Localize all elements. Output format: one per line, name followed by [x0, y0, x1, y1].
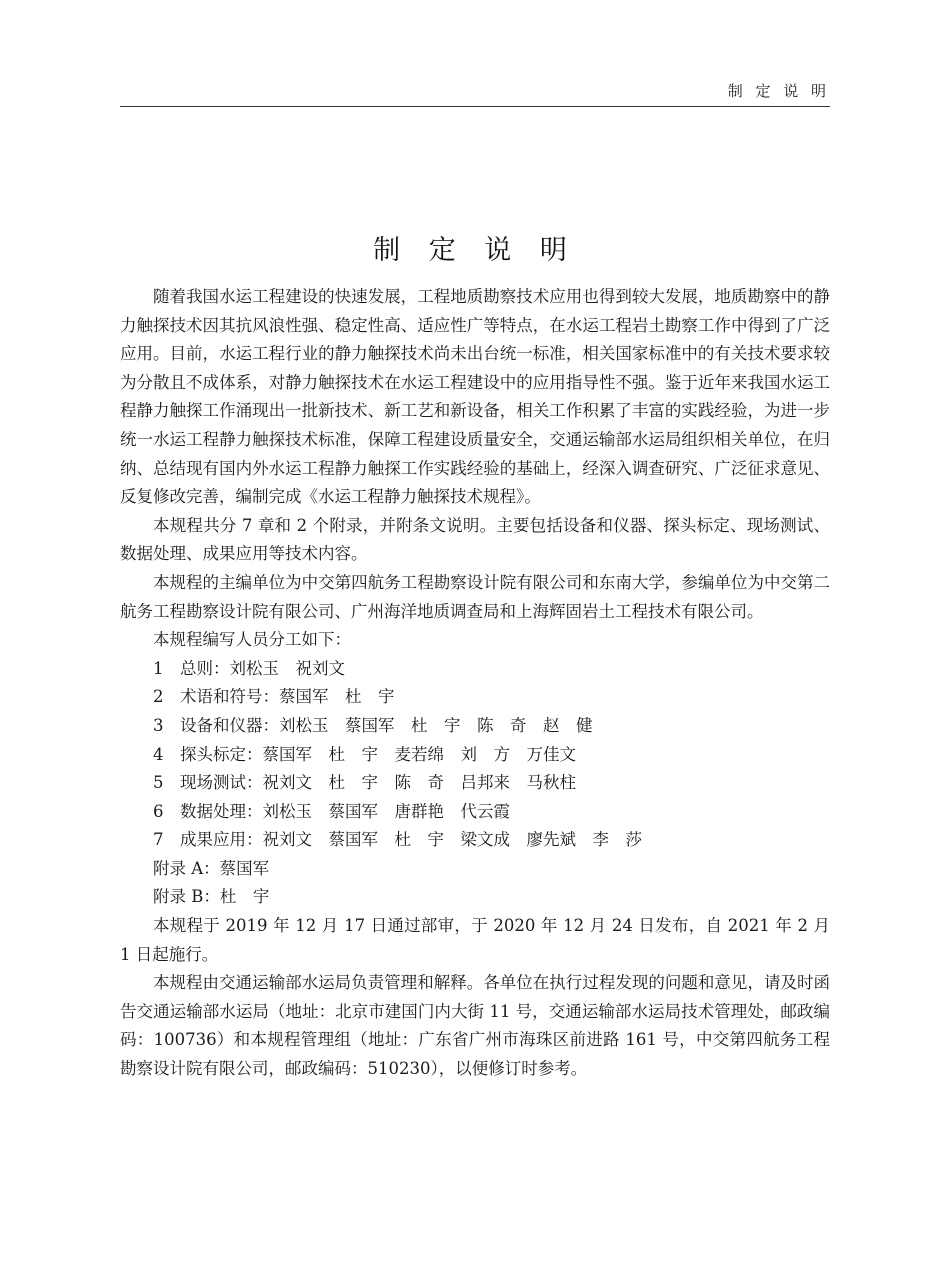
- roster-item: 4 探头标定：蔡国军 杜 宇 麦若绵 刘 方 万佳文: [153, 744, 576, 764]
- body-text: [120, 283, 830, 1084]
- paragraph-dates: 本规程于 2019 年 12 月 17 日通过部审，于 2020 年 12 月 24 日发布，自 2021 年 2 月 1 日起施行。: [120, 916, 830, 964]
- paragraph-management: 本规程由交通运输部水运局负责管理和解释。各单位在执行过程发现的问题和意见，请及时函告交通运输部水运局（地址：北京市建国门内大街 11 号，交通运输部水运局技术管理处，邮政编码：100736）和本规程管理组（地址：广东省广州市海珠区前进路 161 号，中交第四航务工程勘察设计院有限公司，邮政编码：510230），以便修订时参考。: [120, 973, 830, 1079]
- paragraph-contents: 本规程共分 7 章和 2 个附录，并附条文说明。主要包括设备和仪器、探头标定、现场测试、数据处理、成果应用等技术内容。: [120, 515, 830, 564]
- roster-item: 附录 B：杜 宇: [153, 887, 270, 907]
- paragraph-editors: 本规程的主编单位为中交第四航务工程勘察设计院有限公司和东南大学，参编单位为中交第二航务工程勘察设计院有限公司、广州海洋地质调查局和上海辉固岩土工程技术有限公司。: [120, 572, 830, 621]
- running-header: 制 定 说 明: [727, 82, 830, 100]
- roster-item: 1 总则：刘松玉 祝刘文: [153, 658, 345, 678]
- paragraph-background: 随着我国水运工程建设的快速发展，工程地质勘察技术应用也得到较大发展，地质勘察中的静力触探技术因其抗风浪性强、稳定性高、适应性广等特点，在水运工程岩土勘察工作中得到了广泛应用。目前，水运工程行业的静力触探技术尚未出台统一标准，相关国家标准中的有关技术要求较为分散且不成体系，对静力触探技术在水运工程建设中的应用指导性不强。鉴于近年来我国水运工程静力触探工作涌现出一批新技术、新工艺和新设备，相关工作积累了丰富的实践经验，为进一步统一水运工程静力触探技术标准，保障工程建设质量安全，交通运输部水运局组织相关单位，在归纳、总结现有国内外水运工程静力触探工作实践经验的基础上，经深入调查研究、广泛征求意见、反复修改完善，编制完成《水运工程静力触探技术规程》。: [120, 287, 830, 507]
- page-title: 制 定 说 明: [373, 235, 577, 266]
- header-rule: [120, 106, 830, 107]
- roster-item: 7 成果应用：祝刘文 蔡国军 杜 宇 梁文成 廖先斌 李 莎: [153, 830, 642, 850]
- author-roster: [120, 655, 830, 912]
- roster-item: 5 现场测试：祝刘文 杜 宇 陈 奇 吕邦来 马秋柱: [153, 773, 576, 793]
- roster-item: 6 数据处理：刘松玉 蔡国军 唐群艳 代云霞: [153, 801, 510, 821]
- roster-item: 3 设备和仪器：刘松玉 蔡国军 杜 宇 陈 奇 赵 健: [153, 715, 593, 735]
- roster-item: 2 术语和符号：蔡国军 杜 宇: [153, 687, 395, 707]
- roster-item: 附录 A：蔡国军: [153, 858, 270, 878]
- paragraph-roster-intro: 本规程编写人员分工如下：: [153, 630, 351, 650]
